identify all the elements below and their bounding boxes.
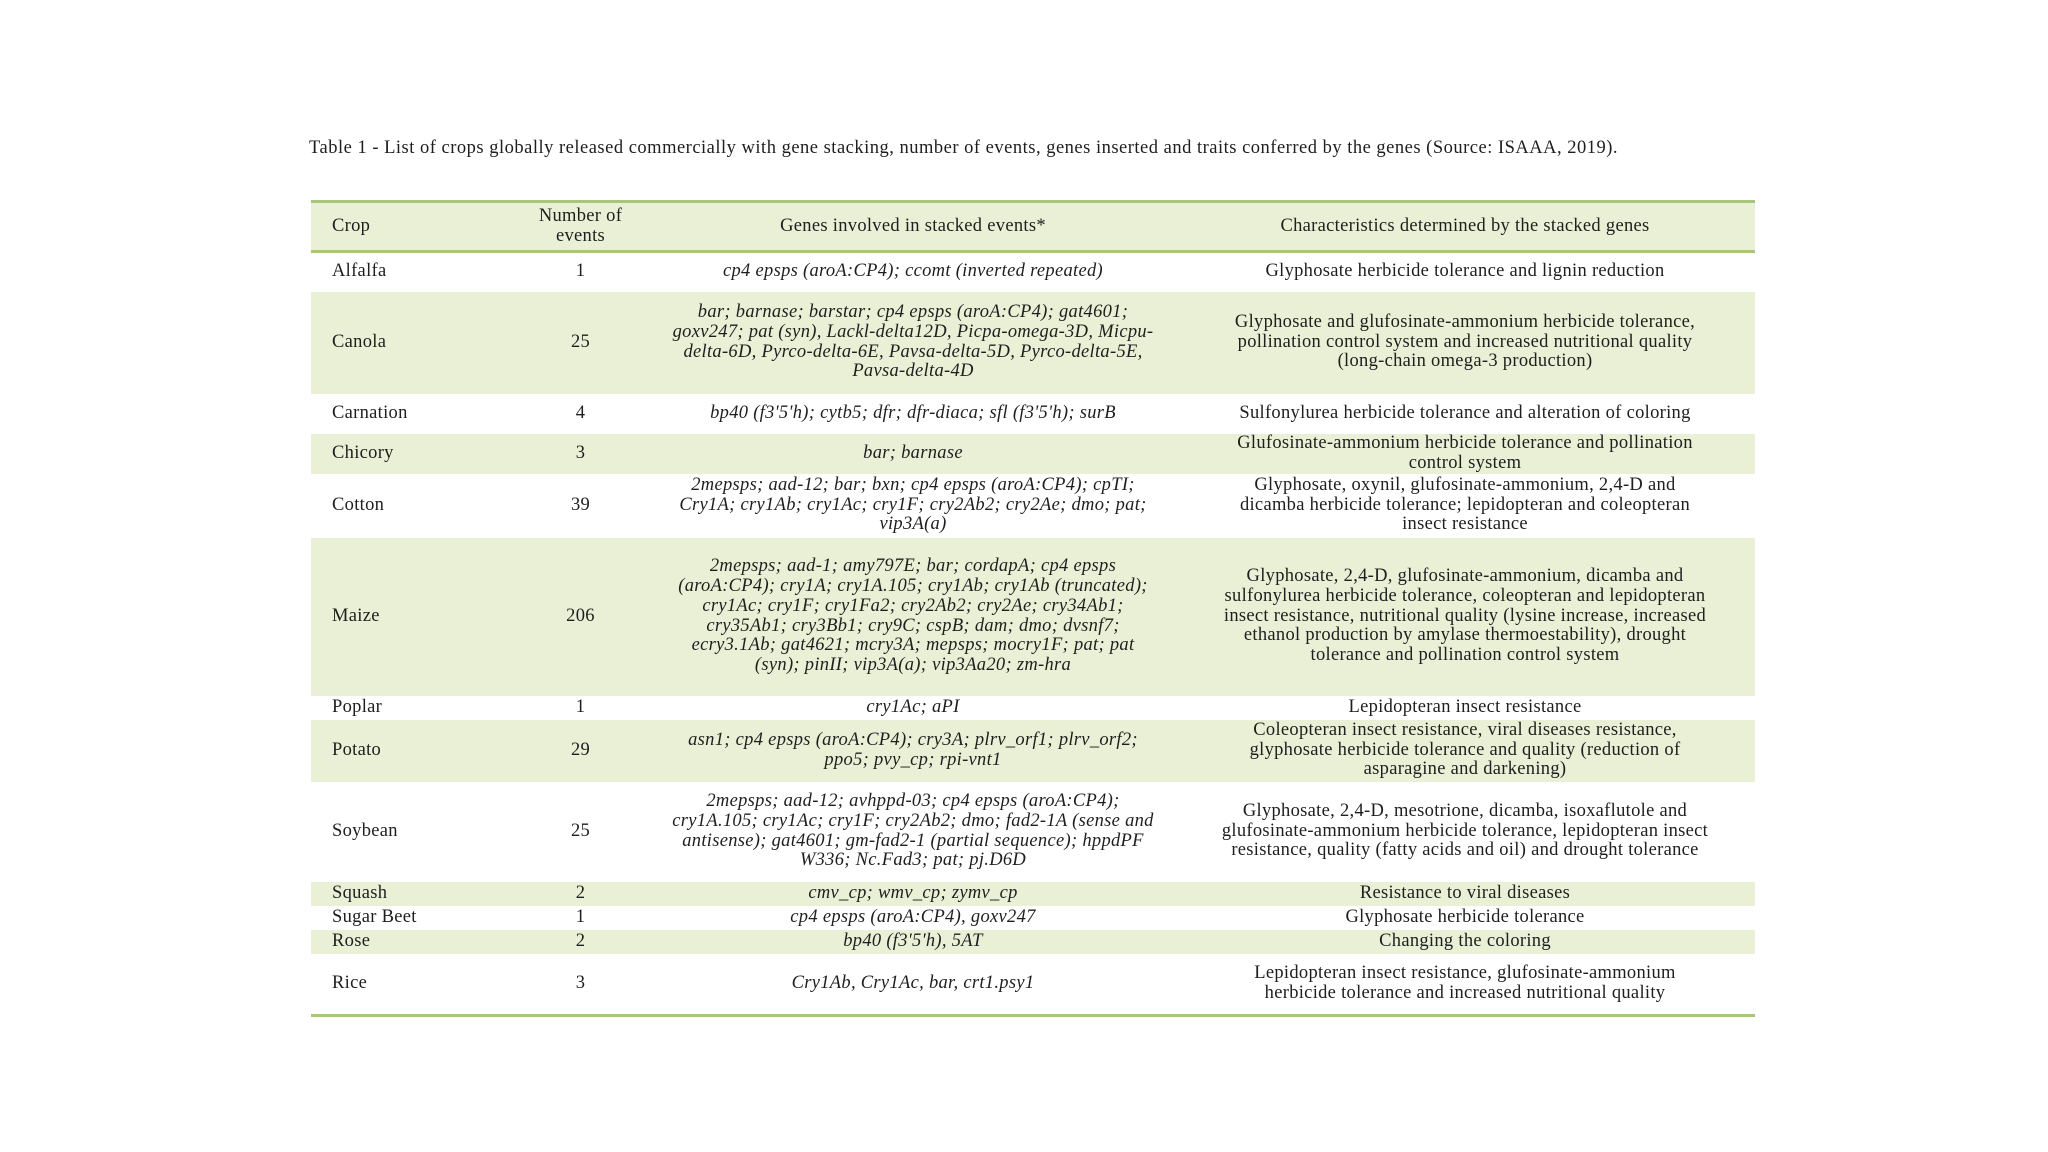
traits-cell: Lepidopteran insect resistance, glufosinate-ammonium herbicide tolerance and increased nutritional quality bbox=[1175, 954, 1755, 1016]
genes-cell: cp4 epsps (aroA:CP4), goxv247 bbox=[790, 906, 1036, 927]
genes-cell: Cry1Ab, Cry1Ac, bar, crt1.psy1 bbox=[651, 954, 1175, 1016]
table-row bbox=[311, 720, 1755, 782]
events-cell: 3 bbox=[510, 954, 651, 1016]
header-genes: Genes involved in stacked events* bbox=[651, 202, 1175, 252]
events-cell: 206 bbox=[566, 605, 595, 626]
events-cell: 4 bbox=[575, 402, 586, 423]
traits-cell: Glyphosate herbicide tolerance bbox=[1345, 906, 1585, 927]
events-cell: 2 bbox=[575, 930, 586, 951]
genes-cell: bar; barnase bbox=[863, 442, 963, 463]
crop-cell: Cotton bbox=[332, 494, 385, 515]
table-row bbox=[311, 538, 1755, 696]
header-traits: Characteristics determined by the stacked genes bbox=[1175, 202, 1755, 252]
crop-cell: Squash bbox=[332, 882, 388, 903]
traits-cell: Sulfonylurea herbicide tolerance and alteration of coloring bbox=[1239, 402, 1691, 423]
genes-cell: bp40 (f3'5'h), 5AT bbox=[843, 930, 983, 951]
crop-cell: Canola bbox=[332, 331, 387, 352]
events-cell: 2 bbox=[575, 882, 586, 903]
events-cell: 25 bbox=[570, 820, 591, 841]
traits-cell: Changing the coloring bbox=[1379, 930, 1551, 951]
header-crop: Crop bbox=[311, 202, 510, 252]
crop-cell: Soybean bbox=[332, 820, 398, 841]
table-caption: Table 1 - List of crops globally released commercially with gene stacking, number of events, genes inserted and traits conferred by the genes (Source: ISAAA, 2019). bbox=[309, 138, 1619, 158]
table-row bbox=[311, 954, 1755, 1016]
traits-cell: Coleopteran insect resistance, viral diseases resistance, glyphosate herbicide tolerance and quality (reduction of asparagine and darkening) bbox=[1249, 719, 1681, 780]
genes-cell: bar; barnase; barstar; cp4 epsps (aroA:CP4); gat4601; goxv247; pat (syn), Lackl-delta12D, Picpa-omega-3D, Micpu-delta-6D, Pyrco-delta-6E, Pavsa-delta-5D, Pyrco-delta-5E, Pavsa-delta-4D bbox=[672, 301, 1154, 382]
events-cell: 1 bbox=[575, 261, 586, 282]
traits-cell: Glufosinate-ammonium herbicide tolerance and pollination control system bbox=[1237, 432, 1693, 473]
traits-cell: Glyphosate, 2,4-D, mesotrione, dicamba, isoxaflutole and glufosinate-ammonium herbicide tolerance, lepidopteran insect resistance, quality (fatty acids and oil) and drought tolerance bbox=[1221, 800, 1709, 861]
crop-cell: Carnation bbox=[332, 402, 408, 423]
table-row bbox=[311, 434, 1755, 474]
genes-cell: 2mepsps; aad-1; amy797E; bar; cordapA; cp4 epsps (aroA:CP4); cry1A; cry1A.105; cry1Ab; cry1Ab (truncated); cry1Ac; cry1F; cry1Fa2; cry2Ab2; cry2Ae; cry34Ab1; cry35Ab1; cry3Bb1; cry9C; cspB; dam; dmo; dvsnf7; ecry3.1Ab; gat4621; mcry3A; mepsps; mocry1F; pat; pat (syn); pinII; vip3A(a); vip3Aa20; zm-hra bbox=[678, 556, 1148, 676]
events-cell: 25 bbox=[570, 331, 591, 352]
table-row bbox=[311, 906, 1755, 930]
crops-table bbox=[311, 200, 1755, 1017]
crop-cell: Poplar bbox=[332, 696, 383, 717]
traits-cell: Glyphosate, oxynil, glufosinate-ammonium, 2,4-D and dicamba herbicide tolerance; lepidopteran and coleopteran insect resistance bbox=[1239, 474, 1691, 535]
crops-table-container bbox=[311, 200, 1755, 1017]
genes-cell: asn1; cp4 epsps (aroA:CP4); cry3A; plrv_orf1; plrv_orf2; ppo5; pvy_cp; rpi-vnt1 bbox=[688, 729, 1138, 770]
genes-cell: cmv_cp; wmv_cp; zymv_cp bbox=[808, 882, 1018, 903]
events-cell: 29 bbox=[570, 739, 591, 760]
header-events: Number of events bbox=[510, 202, 651, 252]
crop-cell: Alfalfa bbox=[332, 261, 387, 282]
crop-cell: Chicory bbox=[332, 442, 394, 463]
table-row bbox=[311, 292, 1755, 394]
table-row bbox=[311, 930, 1755, 954]
genes-cell: cp4 epsps (aroA:CP4); ccomt (inverted repeated) bbox=[722, 261, 1104, 282]
table-header-row bbox=[311, 202, 1755, 252]
genes-cell: bp40 (f3'5'h); cytb5; dfr; dfr-diaca; sfl (f3'5'h); surB bbox=[710, 402, 1116, 423]
crop-cell: Potato bbox=[332, 739, 382, 760]
crop-cell: Rose bbox=[332, 930, 371, 951]
table-row bbox=[311, 696, 1755, 720]
table-row bbox=[311, 394, 1755, 434]
traits-cell: Resistance to viral diseases bbox=[1359, 882, 1571, 903]
traits-cell: Glyphosate, 2,4-D, glufosinate-ammonium, dicamba and sulfonylurea herbicide tolerance, coleopteran and lepidopteran insect resistance, nutritional quality (lysine increase, increased ethanol production by amylase thermoestability), drought tolerance and pollination control system bbox=[1223, 566, 1707, 666]
crop-cell: Sugar Beet bbox=[332, 906, 417, 927]
traits-cell: Lepidopteran insect resistance bbox=[1348, 696, 1582, 717]
traits-cell: Glyphosate herbicide tolerance and lignin reduction bbox=[1265, 261, 1665, 282]
table-row bbox=[311, 882, 1755, 906]
traits-cell: Glyphosate and glufosinate-ammonium herbicide tolerance, pollination control system and increased nutritional quality (long-chain omega-3 production) bbox=[1234, 311, 1696, 372]
genes-cell: 2mepsps; aad-12; avhppd-03; cp4 epsps (aroA:CP4); cry1A.105; cry1Ac; cry1F; cry2Ab2; dmo; fad2-1A (sense and antisense); gat4601; gm-fad2-1 (partial sequence); hppdPF W336; Nc.Fad3; pat; pj.D6D bbox=[672, 790, 1154, 871]
genes-cell: 2mepsps; aad-12; bar; bxn; cp4 epsps (aroA:CP4); cpTI; Cry1A; cry1Ab; cry1Ac; cry1F; cry2Ab2; cry2Ae; dmo; pat; vip3A(a) bbox=[679, 474, 1147, 535]
table-row bbox=[311, 474, 1755, 538]
table-row bbox=[311, 782, 1755, 882]
events-cell: 39 bbox=[570, 494, 591, 515]
events-cell: 1 bbox=[575, 696, 586, 717]
genes-cell: cry1Ac; aPI bbox=[866, 696, 960, 717]
events-cell: 3 bbox=[575, 442, 586, 463]
crop-cell: Maize bbox=[332, 605, 380, 626]
events-cell: 1 bbox=[575, 906, 586, 927]
table-row bbox=[311, 252, 1755, 292]
crop-cell: Rice bbox=[311, 954, 510, 1016]
